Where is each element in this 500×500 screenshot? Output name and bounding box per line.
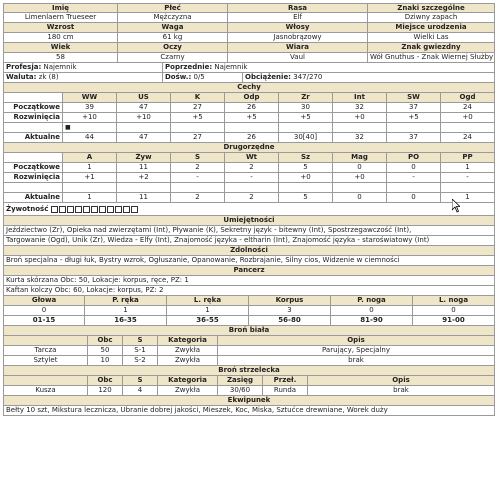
cechy-row-aktualne [3,133,495,143]
table-row [3,356,495,366]
table-cell: 0 [333,163,387,173]
profesja-value: Najemnik [43,63,77,71]
table-cell [63,183,117,193]
wiek-value: 58 [3,53,118,63]
table-cell: +2 [117,173,171,183]
table-cell: 39 [63,103,117,113]
cechy-col-header: Zr [279,93,333,103]
obciazenie-label: Obciążenie: [245,73,291,81]
wound-box[interactable] [91,206,98,213]
table-cell [225,183,279,193]
table-cell: +1 [63,173,117,183]
wound-box[interactable] [115,206,122,213]
advance-marker[interactable]: ■ [63,123,117,133]
table-cell: +0 [333,173,387,183]
wiara-value: Vaul [228,53,368,63]
identity-row-3-headers [3,43,495,53]
table-cell: +5 [171,113,225,123]
cechy-corner [3,93,63,103]
table-cell: S-2 [123,356,158,366]
table-cell: Kusza [3,386,88,396]
umiejetnosci-title: Umiejętności [3,216,495,226]
table-cell [225,123,279,133]
table-cell: 81-90 [331,316,413,326]
profesja-label: Profesja: [6,63,42,71]
table-cell: 16-35 [85,316,167,326]
profesja-cell [3,63,163,73]
table-cell: 32 [333,133,387,143]
drugorzedne-header-row [3,153,495,163]
table-cell: 27 [171,103,225,113]
table-cell: 2 [225,163,279,173]
zywotnosc-row [3,203,495,216]
table-cell: +5 [387,113,441,123]
doswiadczenie-value: 0/5 [193,73,205,81]
table-cell: 1 [441,163,495,173]
cechy-col-header: SW [387,93,441,103]
oczy-header: Oczy [118,43,228,53]
table-cell: 1 [85,306,167,316]
table-cell: 0 [331,306,413,316]
table-cell: Tarcza [3,346,88,356]
table-cell [117,123,171,133]
wzrost-value: 180 cm [3,33,118,43]
bron-strzelecka-col-header: Kategoria [158,376,218,386]
table-row [3,346,495,356]
table-cell: Zwykła [158,356,218,366]
table-cell: 30/60 [218,386,263,396]
wzrost-header: Wzrost [3,23,118,33]
row-label: Początkowe [3,103,63,113]
pancerz-col-header: Głowa [3,296,85,306]
table-cell [279,183,333,193]
pancerz-title: Pancerz [3,266,495,276]
table-cell: 10 [88,356,123,366]
mouse-cursor-icon [452,199,460,213]
znak-gwiezdny-value: Wół Gnuthus - Znak Wiernej Służby [370,53,494,61]
row-label: Rozwinięcia [3,113,63,123]
drugorzedne-col-header: A [63,153,117,163]
cechy-col-header: K [171,93,225,103]
table-cell: - [441,173,495,183]
table-cell: 44 [63,133,117,143]
rasa-value: Elf [228,13,368,23]
identity-row-2-headers [3,23,495,33]
cechy-header-row [3,93,495,103]
table-cell: Sztylet [3,356,88,366]
table-cell: 36-55 [167,316,249,326]
table-cell: 91-00 [413,316,495,326]
imie-value: Limenlaern Trueseer [3,13,118,23]
zywotnosc-label: Żywotność [6,205,49,213]
table-cell: 47 [117,133,171,143]
bron-strzelecka-title: Broń strzelecka [3,366,495,376]
cechy-row-marker [3,123,495,133]
wound-tracker [51,206,138,213]
row-label: Aktualne [3,133,63,143]
drugorzedne-row-aktualne [3,193,495,203]
obciazenie-cell [243,73,495,83]
table-cell: 30[40] [279,133,333,143]
bron-biala-col-header: Opis [218,336,495,346]
table-cell: - [387,173,441,183]
zywotnosc-cell [3,203,495,216]
bron-strzelecka-col-header [3,376,88,386]
miejsce-value: Wielki Las [368,33,495,43]
wlosy-value: Jasnobrązowy [228,33,368,43]
table-cell: Parujący, Specjalny [218,346,495,356]
pancerz-line-1: Kurta skórzana Obc: 50, Lokacje: korpus, ręce, PZ: 1 [3,276,495,286]
bron-biala-col-header: S [123,336,158,346]
table-row [3,386,495,396]
row-label: Początkowe [3,163,63,173]
ekwipunek-line-1: Bełty 10 szt, Mikstura lecznicza, Ubranie dobrej jakości, Mieszek, Koc, Miska, Sztućce drewniane, Worek duży [3,406,495,416]
zdolnosci-title: Zdolności [3,246,495,256]
pancerz-col-header: P. ręka [85,296,167,306]
table-cell [333,183,387,193]
table-cell: 2 [171,163,225,173]
table-cell: 0 [387,193,441,203]
umiejetnosci-line-1: Jeździectwo (Zr), Opieka nad zwierzętami (Int), Pływanie (K), Sekretny język - bitewny (Int), Spostrzegawczość (Int), [3,226,495,236]
currency-row [3,73,495,83]
table-cell: +10 [63,113,117,123]
drugorzedne-col-header: Żyw [117,153,171,163]
row-label: Aktualne [3,193,63,203]
waluta-value: zk (8) [38,73,59,81]
pancerz-col-header: Korpus [249,296,331,306]
table-cell [387,123,441,133]
pancerz-ranges-row [3,316,495,326]
wiek-header: Wiek [3,43,118,53]
wound-box[interactable] [51,206,58,213]
table-cell: 11 [117,193,171,203]
poprzednie-value: Najemnik [214,63,248,71]
character-sheet [3,3,495,416]
drugorzedne-col-header: Wt [225,153,279,163]
waga-value: 61 kg [118,33,228,43]
poprzednie-cell [163,63,495,73]
table-cell: 24 [441,103,495,113]
table-cell: 26 [225,103,279,113]
table-cell: 24 [441,133,495,143]
rasa-header: Rasa [228,3,368,13]
wound-box[interactable] [59,206,66,213]
table-cell [333,123,387,133]
cechy-col-header: Int [333,93,387,103]
bron-strzelecka-col-header: Opis [308,376,495,386]
table-cell: 1 [63,193,117,203]
bron-strzelecka-col-header: Przeł. [263,376,308,386]
table-cell [171,123,225,133]
wound-box[interactable] [75,206,82,213]
table-cell: +5 [225,113,279,123]
znak-gwiezdny-header: Znak gwiezdny [368,43,495,53]
table-cell: 0 [3,306,85,316]
drugorzedne-col-header: PP [441,153,495,163]
plec-value: Mężczyzna [118,13,228,23]
identity-row-3-values [3,53,495,63]
identity-row-1-values [3,13,495,23]
bron-biala-title: Broń biała [3,326,495,336]
pancerz-line-2: Kaftan kolczy Obc: 60, Lokacje: korpus, PZ: 2 [3,286,495,296]
bron-strzelecka-col-header: S [123,376,158,386]
oczy-value: Czarny [118,53,228,63]
bron-biala-col-header [3,336,88,346]
miejsce-header: Miejsce urodzenia [368,23,495,33]
zdolnosci-line-1: Broń specjalna - długi łuk, Bystry wzrok, Ogłuszanie, Opanowanie, Rozbrajanie, Silny cios, Widzenie w ciemności [3,256,495,266]
table-cell: 37 [387,103,441,113]
table-cell: 5 [279,163,333,173]
wound-box[interactable] [131,206,138,213]
table-cell: +10 [117,113,171,123]
table-cell: 1 [441,193,495,203]
bron-strzelecka-col-header: Obc [88,376,123,386]
table-cell: +0 [333,113,387,123]
drugorzedne-row-blank [3,183,495,193]
bron-biala-header-row [3,336,495,346]
table-cell: 27 [171,133,225,143]
wound-box[interactable] [99,206,106,213]
doswiadczenie-label: Dośw.: [165,73,192,81]
table-cell: 1 [167,306,249,316]
table-cell: - [225,173,279,183]
umiejetnosci-line-2: Targowanie (Ogd), Unik (Zr), Wiedza - Elfy (Int), Znajomość języka - eltharin (Int), Znajomość języka - staroświatowy (Int) [3,236,495,246]
table-cell [279,123,333,133]
bron-strzelecka-col-header: Zasięg [218,376,263,386]
doswiadczenie-cell [163,73,243,83]
table-cell: 5 [279,193,333,203]
table-cell [441,123,495,133]
pancerz-col-header: L. noga [413,296,495,306]
wound-box[interactable] [83,206,90,213]
table-cell: 32 [333,103,387,113]
table-cell: 2 [171,193,225,203]
table-cell: brak [218,356,495,366]
bron-biala-col-header: Kategoria [158,336,218,346]
drugorzedne-col-header: Sz [279,153,333,163]
poprzednie-label: Poprzednie: [165,63,213,71]
wound-box[interactable] [107,206,114,213]
cechy-row-rozwiniecia [3,113,495,123]
imie-header: Imię [3,3,118,13]
cechy-col-header: Odp [225,93,279,103]
table-cell: 01-15 [3,316,85,326]
pancerz-values-row [3,306,495,316]
table-cell: Runda [263,386,308,396]
table-cell: 26 [225,133,279,143]
table-cell: 3 [249,306,331,316]
table-cell: 30 [279,103,333,113]
waluta-label: Waluta: [6,73,37,81]
table-cell: 11 [117,163,171,173]
wound-box[interactable] [67,206,74,213]
table-cell: +0 [441,113,495,123]
obciazenie-value: 347/270 [293,73,323,81]
cechy-col-header: US [117,93,171,103]
table-cell: 37 [387,133,441,143]
identity-row-2-values [3,33,495,43]
table-cell: +0 [279,173,333,183]
table-cell: +5 [279,113,333,123]
ekwipunek-title: Ekwipunek [3,396,495,406]
table-cell: S-1 [123,346,158,356]
row-label [3,183,63,193]
table-cell: 2 [225,193,279,203]
bron-strzelecka-header-row [3,376,495,386]
cechy-row-poczatkowe [3,103,495,113]
wlosy-header: Włosy [228,23,368,33]
table-cell: 56-80 [249,316,331,326]
cechy-col-header: Ogd [441,93,495,103]
table-cell [117,183,171,193]
table-cell: 47 [117,103,171,113]
table-cell [441,183,495,193]
table-cell: 0 [413,306,495,316]
drugorzedne-col-header: Mag [333,153,387,163]
table-cell: 1 [63,163,117,173]
identity-row-1-headers [3,3,495,13]
pancerz-header-row [3,296,495,306]
drugorzedne-title: Drugorzędne [3,143,495,153]
table-cell: 120 [88,386,123,396]
wound-box[interactable] [123,206,130,213]
pancerz-col-header: L. ręka [167,296,249,306]
drugorzedne-col-header: S [171,153,225,163]
wiara-header: Wiara [228,43,368,53]
table-cell: 0 [333,193,387,203]
table-cell [171,183,225,193]
znaki-value: Dziwny zapach [368,13,495,23]
row-label: Rozwinięcia [3,173,63,183]
cechy-col-header: WW [63,93,117,103]
profession-row [3,63,495,73]
table-cell: 0 [387,163,441,173]
bron-biala-col-header: Obc [88,336,123,346]
table-cell: Zwykła [158,386,218,396]
cechy-title: Cechy [3,83,495,93]
table-cell [387,183,441,193]
table-cell: - [171,173,225,183]
drugorzedne-row-rozwiniecia [3,173,495,183]
table-cell: Zwykła [158,346,218,356]
table-cell: 4 [123,386,158,396]
table-cell: brak [308,386,495,396]
waluta-cell [3,73,163,83]
table-cell: 50 [88,346,123,356]
waga-header: Waga [118,23,228,33]
drugorzedne-col-header: PO [387,153,441,163]
znaki-header: Znaki szczególne [368,3,495,13]
row-label [3,123,63,133]
drugorzedne-corner [3,153,63,163]
plec-header: Płeć [118,3,228,13]
pancerz-col-header: P. noga [331,296,413,306]
drugorzedne-row-poczatkowe [3,163,495,173]
